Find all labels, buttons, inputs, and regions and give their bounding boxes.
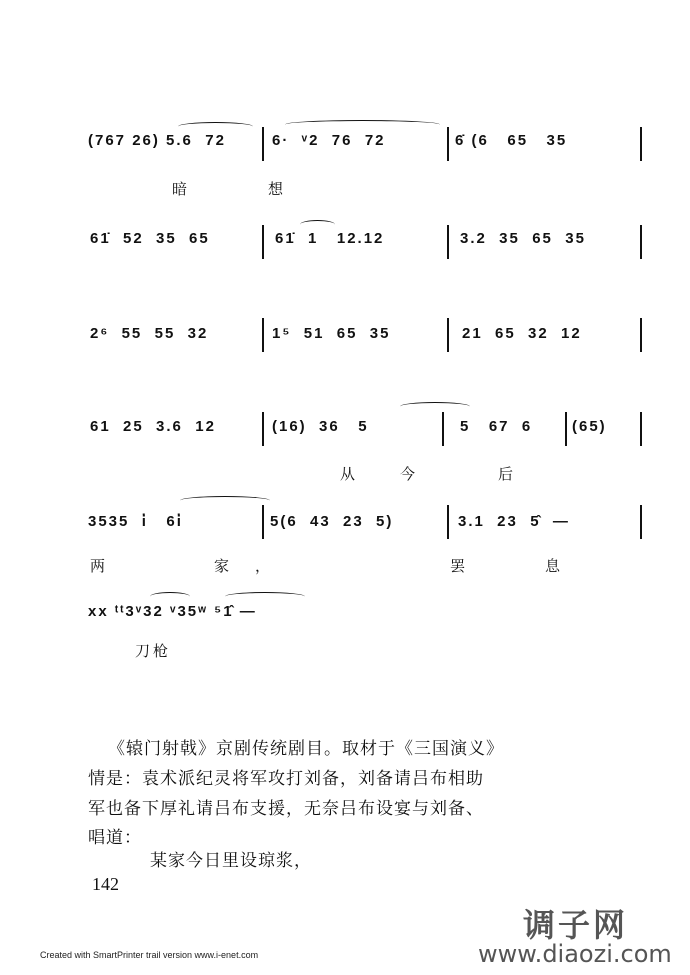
watermark-url: www.diaozi.com — [478, 940, 672, 968]
slur — [300, 220, 335, 229]
measure: 61̇ 52 35 65 — [90, 230, 210, 247]
slur — [285, 120, 440, 129]
measure: (767 26) 5.6 72 — [88, 132, 226, 149]
barline — [262, 505, 264, 539]
barline — [262, 127, 264, 161]
barline — [447, 505, 449, 539]
measure: 2⁶ 55 55 32 — [90, 325, 209, 342]
barline — [640, 412, 642, 446]
slur — [180, 496, 270, 505]
slur — [178, 122, 253, 131]
slur — [150, 592, 190, 601]
measure: 3.1 23 5̂ — — [458, 513, 570, 530]
page-number: 142 — [92, 874, 119, 894]
slur — [225, 592, 305, 601]
barline — [262, 225, 264, 259]
lyric: ， — [255, 557, 271, 575]
measure: 3535 i̇ 6i̇ — [88, 513, 183, 530]
lyric: 息 — [545, 557, 561, 575]
measure: 1⁵ 51 65 35 — [272, 325, 391, 342]
footer-text: Created with SmartPrinter trail version www.i-enet.com — [40, 950, 259, 960]
lyric: 暗 — [172, 180, 188, 198]
barline — [442, 412, 444, 446]
paragraph-line: 某家今日里设琼浆， — [150, 851, 312, 871]
measure: (16) 36 5 — [272, 418, 369, 435]
paragraph-line: 《辕门射戟》京剧传统剧目。取材于《三国演义》 — [108, 739, 504, 759]
measure: 61̇ 1 12.12 — [275, 230, 385, 247]
barline — [640, 225, 642, 259]
barline — [640, 318, 642, 352]
page-cutoff — [515, 725, 690, 825]
measure: 6· ᵛ2 76 72 — [272, 132, 386, 149]
lyric: 从 — [340, 465, 356, 483]
paragraph-line: 情是：袁术派纪灵将军攻打刘备，刘备请吕布相助 — [88, 769, 484, 789]
lyric: 两 — [90, 557, 106, 575]
barline — [640, 505, 642, 539]
watermark-title: 调子网 — [523, 906, 629, 944]
lyric: 家 — [214, 557, 230, 575]
barline — [565, 412, 567, 446]
lyric: 今 — [400, 465, 416, 483]
measure: 3.2 35 65 35 — [460, 230, 586, 247]
barline — [447, 225, 449, 259]
slur — [400, 402, 470, 411]
barline — [447, 127, 449, 161]
paragraph-line: 军也备下厚礼请吕布支援，无奈吕布设宴与刘备、 — [88, 799, 484, 819]
measure: 5(6 43 23 5) — [270, 513, 394, 530]
lyric: 罢 — [450, 557, 466, 575]
barline — [447, 318, 449, 352]
barline — [640, 127, 642, 161]
measure: xx ᵗᵗ3ᵛ32 ᵛ35ʷ ⁵1̂ — — [88, 603, 257, 620]
lyric: 后 — [498, 465, 514, 483]
lyric: 想 — [268, 180, 284, 198]
barline — [262, 318, 264, 352]
measure: 6̇ (6 65 35 — [455, 132, 568, 149]
measure: 61 25 3.6 12 — [90, 418, 216, 435]
barline — [262, 412, 264, 446]
lyric: 刀枪 — [135, 642, 172, 660]
measure: (65) — [572, 418, 607, 435]
paragraph-line: 唱道： — [88, 828, 142, 848]
measure: 21 65 32 12 — [462, 325, 582, 342]
measure: 5 67 6 — [460, 418, 533, 435]
